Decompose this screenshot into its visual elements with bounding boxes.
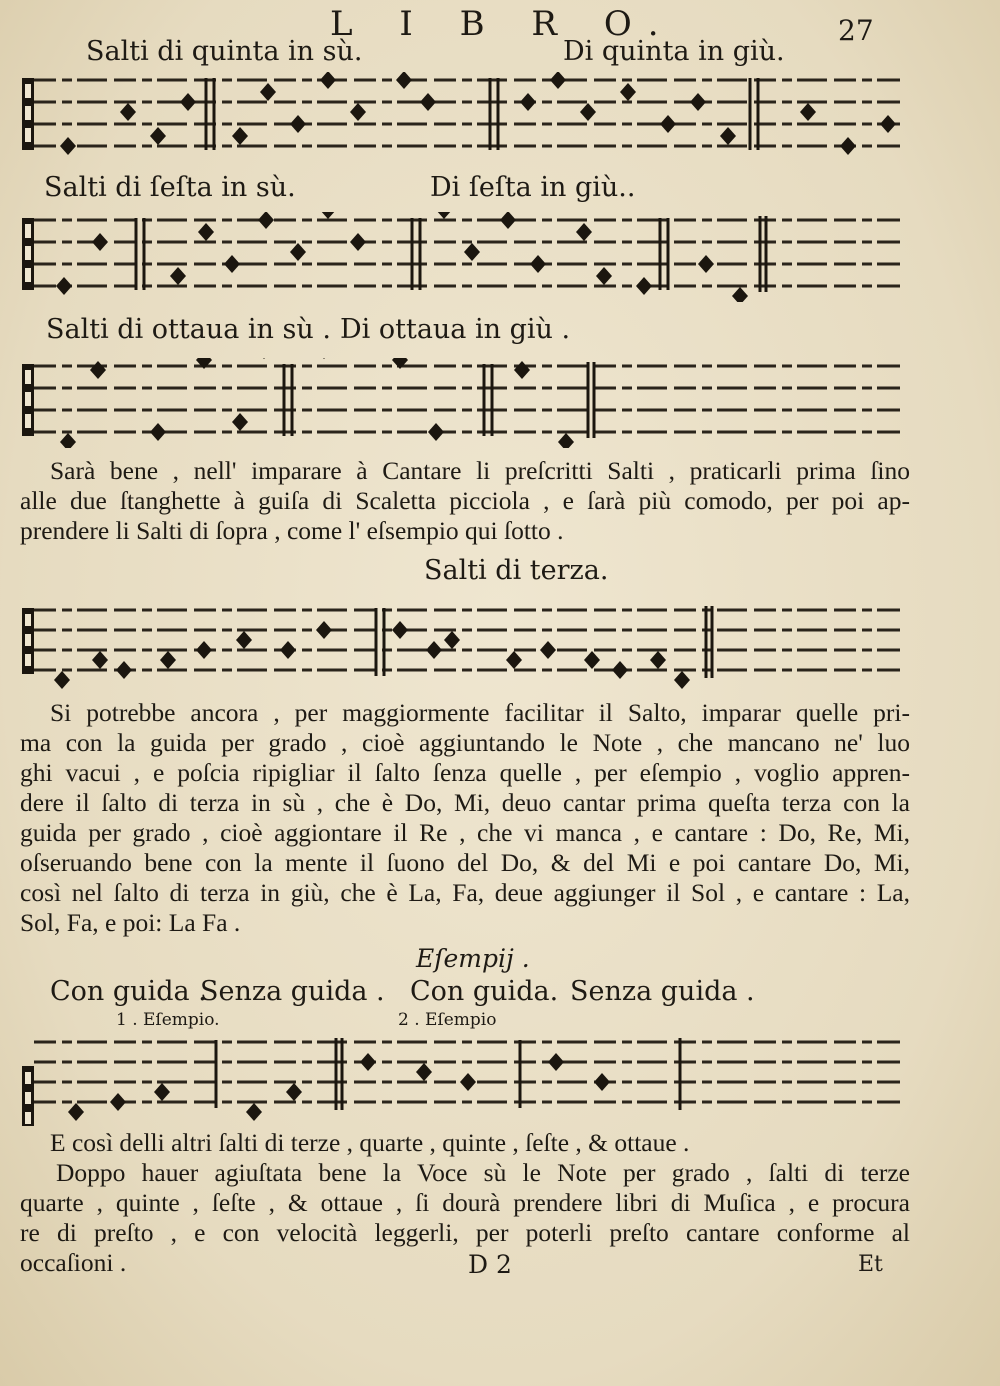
paragraph-salti-practice: Sarà bene , nell' imparare à Cantare li preſcritti Salti , praticarli prima ſino alle due ſtanghette à guiſa di Scaletta picciola , e ſarà più comodo, per poi ap- prendere li Salti di ſopra , come l' eſsempio qui ſotto . [20, 456, 910, 545]
label-senza-guida-2: Senza guida . [570, 976, 755, 1007]
running-head: L I B R O. [330, 4, 677, 44]
label-esempio-2: 2 . Eſempio [398, 1010, 497, 1030]
label-con-guida-2: Con guida. [410, 976, 559, 1007]
label-ottava-down: Di ottaua in giù . [340, 314, 571, 345]
label-quinta-up: Salti di quinta in sù. [86, 36, 363, 67]
music-staff-quinta [20, 72, 910, 162]
paragraph-altri-salti: E così delli altri ſalti di terze , quarte , quinte , ſeſte , & ottaue . [50, 1128, 690, 1157]
label-sesta-up: Salti di ſeſta in sù. [44, 172, 296, 203]
label-ottava-up: Salti di ottaua in sù . [46, 314, 331, 345]
label-esempio-1: 1 . Eſempio. [116, 1010, 220, 1030]
music-staff-terza [20, 604, 910, 694]
music-staff-esempij [20, 1036, 910, 1126]
label-esempij: Eſempij . [416, 944, 530, 973]
label-sesta-down: Di ſeſta in giù.. [430, 172, 636, 203]
catchword: Et [858, 1252, 883, 1277]
music-staff-ottava [20, 358, 910, 448]
label-quinta-down: Di quinta in giù. [563, 36, 785, 67]
music-staff-sesta [20, 212, 910, 302]
page-number: 27 [838, 14, 874, 47]
paragraph-libri-di-musica: Doppo hauer agiuſtata bene la Voce sù le Note per grado , ſalti di terze quarte , quinte , ſeſte , & ottaue , ſi dourà prendere libri di Muſica , e procura re di preſto , e con velocità leggerli, per poterli preſto cantare conforme al occaſioni . [20, 1158, 910, 1277]
paragraph-guida-per-grado: Si potrebbe ancora , per maggiormente facilitar il Salto, imparar quelle pri- ma con la guida per grado , cioè aggiuntando le Note , che mancano ne' luo ghi vacui , e poſcia ripigliar il ſalto ſenza quelle , per eſempio , voglio appren- dere il ſalto di terza in sù , che è Do, Mi, deuo cantar prima queſta terza con la guida per grado , cioè aggiontare il Re , che vi manca , e cantare : Do, Re, Mi, oſseruando bene con la mente il ſuono del Do, & del Mi e poi cantare Do, Mi, così nel ſalto di terza in giù, che è La, Fa, deue aggiunger il Sol , e cantare : La, Sol, Fa, e poi: La Fa . [20, 698, 910, 937]
signature-mark: D 2 [468, 1250, 512, 1279]
label-senza-guida-1: Senza guida . [200, 976, 385, 1007]
label-con-guida-1: Con guida . [50, 976, 207, 1007]
label-salti-terza: Salti di terza. [424, 555, 609, 586]
